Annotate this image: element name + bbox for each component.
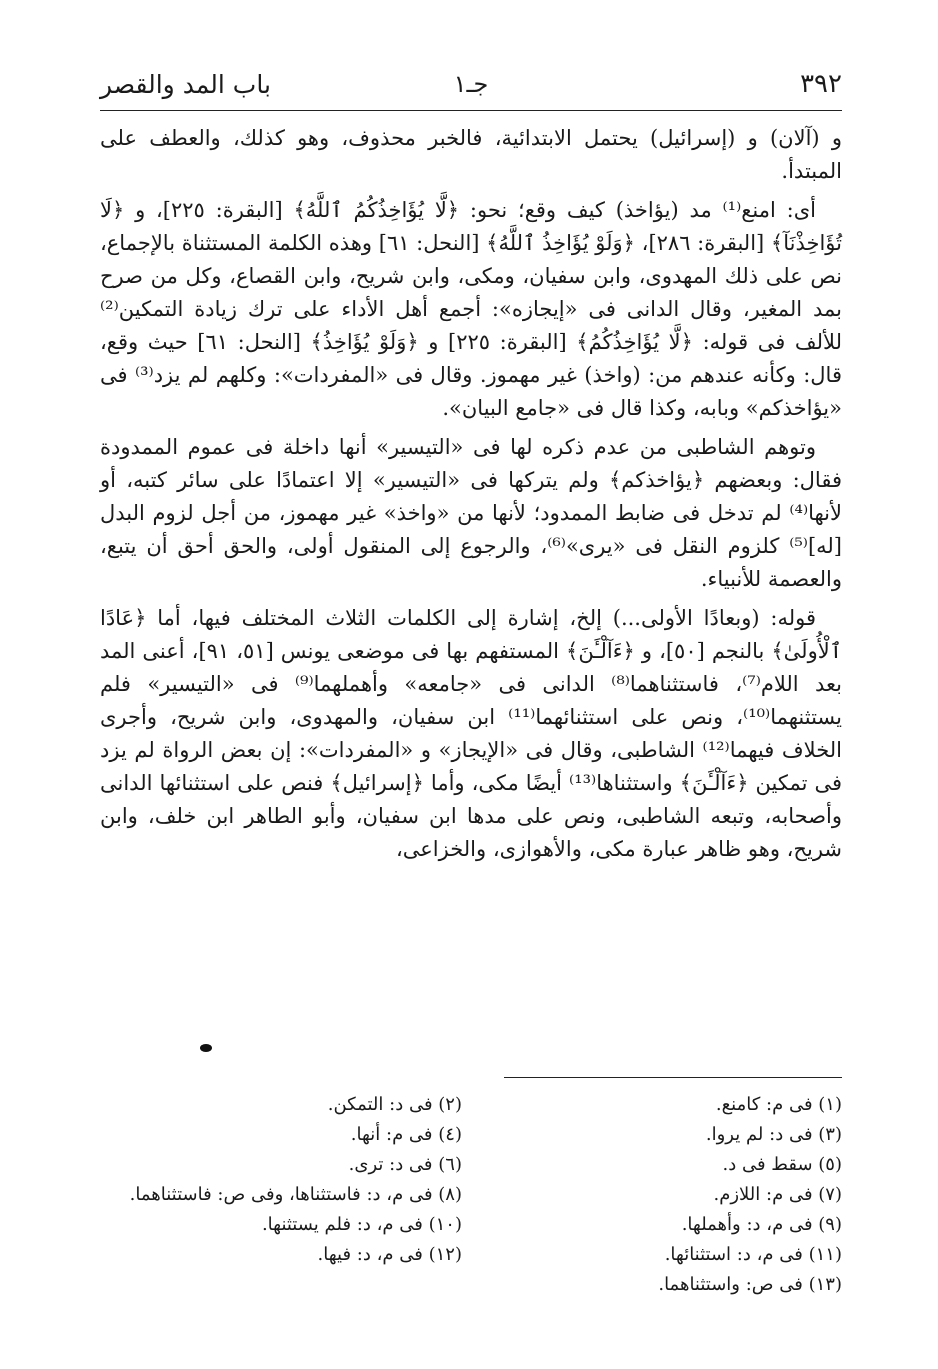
paragraph: و (آلان) و (إسرائيل) يحتمل الابتدائية، فالخبر محذوف، وهو كذلك، والعطف على المبتدأ. <box>100 126 842 183</box>
paragraph: أى: امنع⁽¹⁾ مد (يؤاخذ) كيف وقع؛ نحو: ﴿لَّا يُؤَاخِذُكُمُ ٱللَّهُ﴾ [البقرة: ٢٢٥]، و ﴿لَا تُؤَاخِذْنَآ﴾ [البقرة: ٢٨٦]، ﴿وَلَوْ يُؤَاخِذُ ٱللَّهُ﴾ [النحل: ٦١] وهذه الكلمة المستثناة بالإجماع، نص على ذلك المهدوى، وابن سفيان، ومكى، وابن شريح، وابن القصاع، وكل من صرح بمد المغير، وقال الدانى فى «إيجازه»: أجمع أهل الأداء على ترك زيادة التمكين⁽²⁾ للألف فى قوله: ﴿لَّا يُؤَاخِذُكُمُ﴾ [البقرة: ٢٢٥] و ﴿وَلَوْ يُؤَاخِذُ﴾ [النحل: ٦١] حيث وقع، قال: وكأنه عندهم من: (واخذ) غير مهموز. وقال فى «المفردات»: وكلهم لم يزد⁽³⁾ فى «يؤاخذكم» وبابه، وكذا قال فى «جامع البيان». <box>100 198 843 420</box>
footnote: (٤) فى م: أنها. <box>350 1124 462 1145</box>
footnote-rule <box>504 1077 842 1078</box>
main-text <box>100 122 842 872</box>
footnote: (٢) فى د: التمكن. <box>327 1094 462 1115</box>
page-number: ٣٩٢ <box>800 69 842 99</box>
footnotes-left-column <box>100 1090 482 1300</box>
footnote: (١٣) فى ص: واستثناهما. <box>658 1274 842 1295</box>
footnote: (٣) فى د: لم يروا. <box>705 1124 842 1145</box>
paragraph: قوله: (وبعادًا الأولى...) إلخ، إشارة إلى الكلمات الثلاث المختلف فيها، أما ﴿عَادًا ٱلْأُولَىٰ﴾ بالنجم [٥٠]، و ﴿ءَآلْـَٔنَ﴾ المستفهم بها فى موضعى يونس [٥١، ٩١]، أعنى المد بعد اللام⁽⁷⁾، فاستثناهما⁽⁸⁾ الدانى فى «جامعه» وأهملهما⁽⁹⁾ فى «التيسير» فلم يستثنهما⁽¹⁰⁾، ونص على استثنائهما⁽¹¹⁾ ابن سفيان، والمهدوى، وابن شريح، وأجرى الخلاف فيهما⁽¹²⁾ الشاطبى، وقال فى «الإيجاز» و «المفردات»: إن بعض الرواة لم يزد فى تمكين ﴿ءَآلْـَٔنَ﴾ واستثناها⁽¹³⁾ أيضًا مكى، وأما ﴿إسرائيل﴾ فنص على استثنائها الدانى وأصحابه، وتبعه الشاطبى، ونص على مدها ابن سفيان، وأبو الطاهر ابن خلف، وابن شريح، وهو ظاهر عبارة مكى، والأهوازى، والخزاعى، <box>100 606 843 861</box>
paragraph: وتوهم الشاطبى من عدم ذكره لها فى «التيسير» أنها داخلة فى عموم الممدودة فقال: وبعضهم ﴿يؤاخذكم﴾ ولم يتركها فى «التيسير» إلا اعتمادًا على سائر كتبه، أو لأنها⁽⁴⁾ لم تدخل فى ضابط الممدود؛ لأنها من «واخذ» غير مهموز، من أجل لزوم البدل [له]⁽⁵⁾ كلزوم النقل فى «يرى»⁽⁶⁾، والرجوع إلى المنقول أولى، والحق أحق أن يتبع، والعصمة للأنبياء. <box>100 435 842 591</box>
footnote: (٥) سقط فى د. <box>722 1154 842 1175</box>
footnotes <box>100 1090 842 1300</box>
volume-label: جـ١ <box>453 70 489 98</box>
footnote: (١١) فى م، د: استثنائها. <box>664 1244 842 1265</box>
page-header <box>100 62 842 106</box>
footnote: (٩) فى م، د: وأهملها. <box>681 1214 842 1235</box>
footnote: (١) فى م: كامنع. <box>715 1094 842 1115</box>
header-rule <box>100 110 842 111</box>
footnote: (١٠) فى م، د: فلم يستثنها. <box>261 1214 462 1235</box>
footnote: (٧) فى م: اللازم. <box>713 1184 842 1205</box>
footnote: (٦) فى د: ترى. <box>348 1154 462 1175</box>
chapter-title: باب المد والقصر <box>100 69 271 99</box>
footnote: (١٢) فى م، د: فيها. <box>317 1244 462 1265</box>
ink-mark <box>200 1044 212 1052</box>
footnote: (٨) فى م، د: فاستثناها، وفى ص: فاستثناهما. <box>129 1184 462 1205</box>
footnotes-right-column <box>482 1090 842 1300</box>
